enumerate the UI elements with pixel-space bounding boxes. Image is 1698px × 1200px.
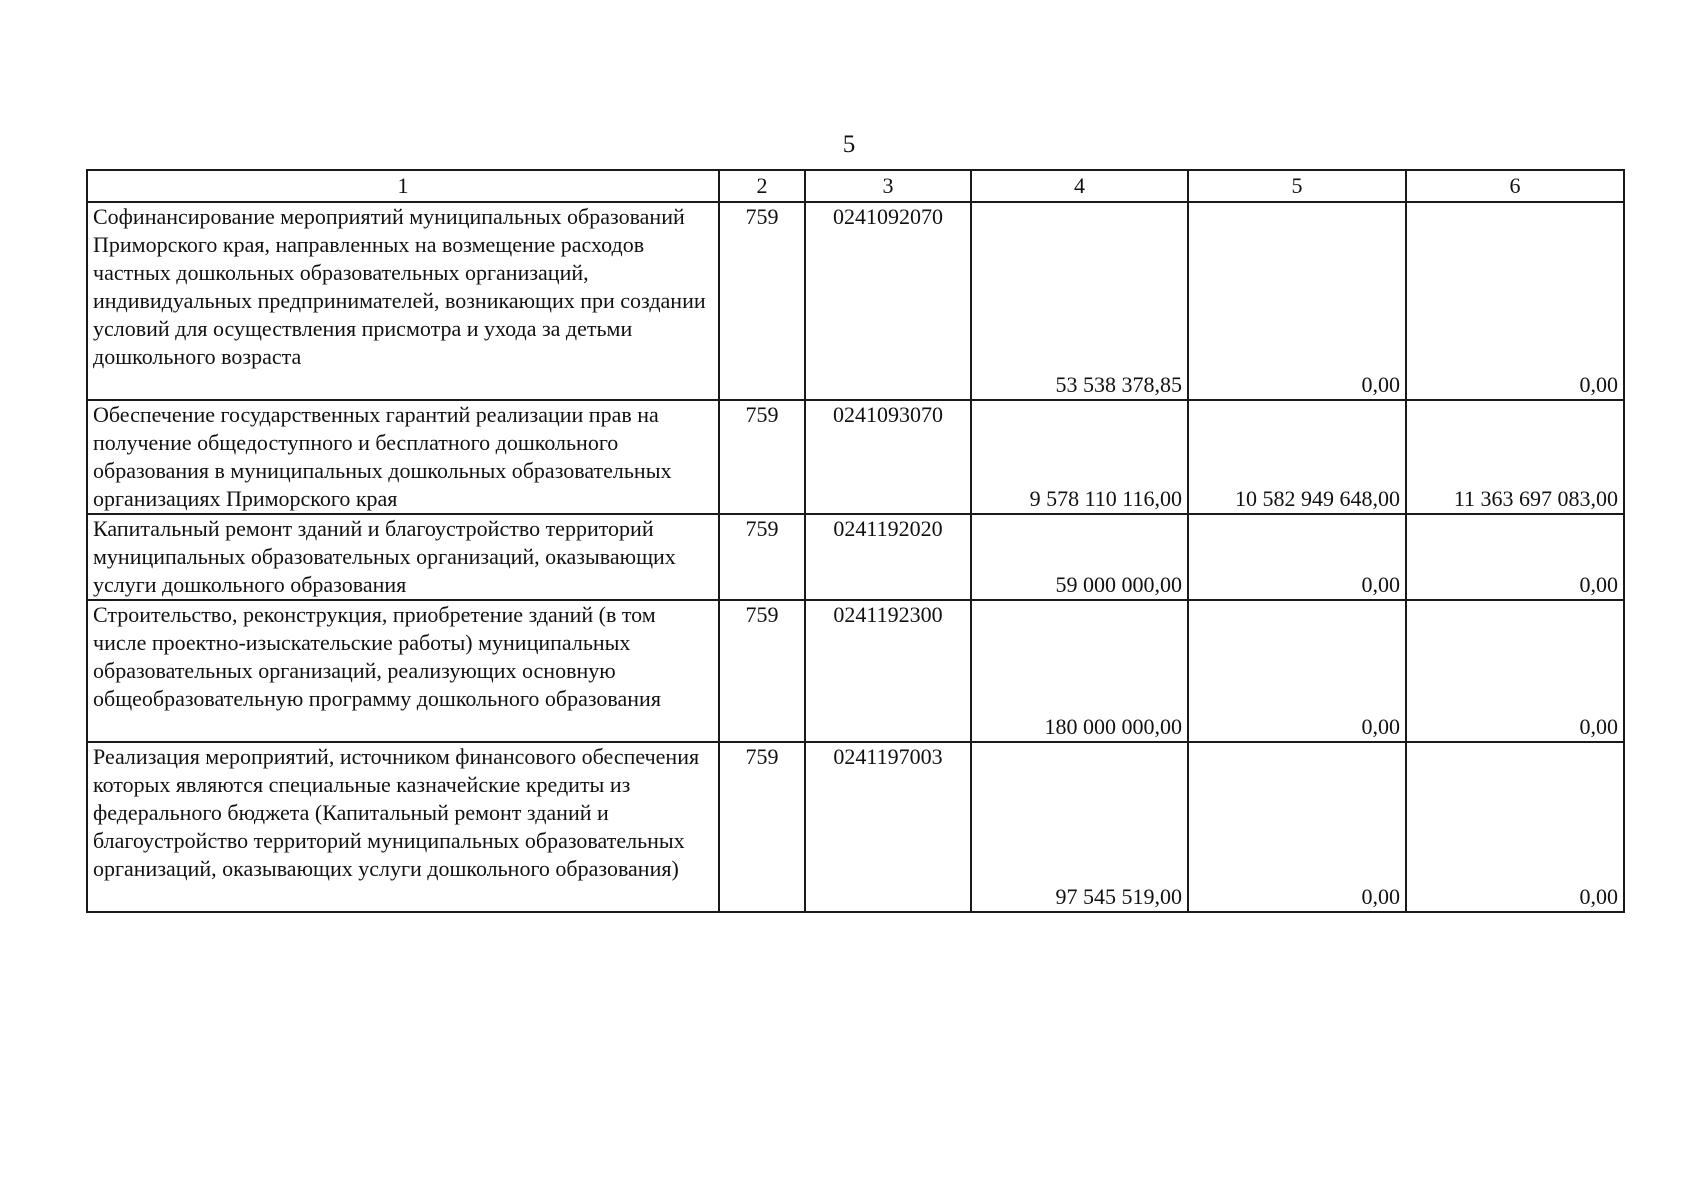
row-amount-col4: 59 000 000,00 (971, 514, 1188, 600)
table-header-row (87, 170, 1624, 202)
page-number: 5 (842, 131, 856, 158)
row-csr-code: 0241192300 (805, 600, 971, 742)
row-gr-code: 759 (719, 202, 805, 400)
row-csr-code: 0241192020 (805, 514, 971, 600)
row-amount-col6: 0,00 (1406, 600, 1624, 742)
table-row (87, 742, 1624, 912)
table-row (87, 514, 1624, 600)
table-row (87, 600, 1624, 742)
row-amount-col5: 0,00 (1188, 202, 1406, 400)
row-amount-col6: 0,00 (1406, 742, 1624, 912)
column-header-3: 3 (805, 170, 971, 202)
row-csr-code: 0241093070 (805, 400, 971, 514)
row-amount-col5: 0,00 (1188, 742, 1406, 912)
row-amount-col4: 97 545 519,00 (971, 742, 1188, 912)
row-name: Строительство, реконструкция, приобретение зданий (в том числе проектно-изыскательские работы) муниципальных образовательных организаций, реализующих основную общеобразовательную программу дошкольного образования (87, 600, 719, 742)
column-header-6: 6 (1406, 170, 1624, 202)
row-name: Капитальный ремонт зданий и благоустройство территорий муниципальных образовательных организаций, оказывающих услуги дошкольного образования (87, 514, 719, 600)
column-header-2: 2 (719, 170, 805, 202)
row-amount-col4: 9 578 110 116,00 (971, 400, 1188, 514)
row-gr-code: 759 (719, 742, 805, 912)
column-header-5: 5 (1188, 170, 1406, 202)
row-amount-col6: 11 363 697 083,00 (1406, 400, 1624, 514)
row-gr-code: 759 (719, 400, 805, 514)
row-name: Реализация мероприятий, источником финансового обеспечения которых являются специальные казначейские кредиты из федерального бюджета (Капитальный ремонт зданий и благоустройство территорий муниципальных образовательных организаций, оказывающих услуги дошкольного образования) (87, 742, 719, 912)
row-gr-code: 759 (719, 600, 805, 742)
row-csr-code: 0241092070 (805, 202, 971, 400)
budget-table (86, 169, 1625, 913)
row-amount-col6: 0,00 (1406, 514, 1624, 600)
column-header-1: 1 (87, 170, 719, 202)
row-amount-col6: 0,00 (1406, 202, 1624, 400)
row-amount-col4: 53 538 378,85 (971, 202, 1188, 400)
row-name: Обеспечение государственных гарантий реализации прав на получение общедоступного и бесплатного дошкольного образования в муниципальных дошкольных образовательных организациях Приморского края (87, 400, 719, 514)
row-amount-col5: 0,00 (1188, 600, 1406, 742)
row-amount-col4: 180 000 000,00 (971, 600, 1188, 742)
row-gr-code: 759 (719, 514, 805, 600)
row-csr-code: 0241197003 (805, 742, 971, 912)
row-name: Софинансирование мероприятий муниципальных образований Приморского края, направленных на возмещение расходов частных дошкольных образовательных организаций, индивидуальных предпринимателей, возникающих при создании условий для осуществления присмотра и ухода за детьми дошкольного возраста (87, 202, 719, 400)
row-amount-col5: 10 582 949 648,00 (1188, 400, 1406, 514)
table-row (87, 400, 1624, 514)
column-header-4: 4 (971, 170, 1188, 202)
row-amount-col5: 0,00 (1188, 514, 1406, 600)
table-row (87, 202, 1624, 400)
